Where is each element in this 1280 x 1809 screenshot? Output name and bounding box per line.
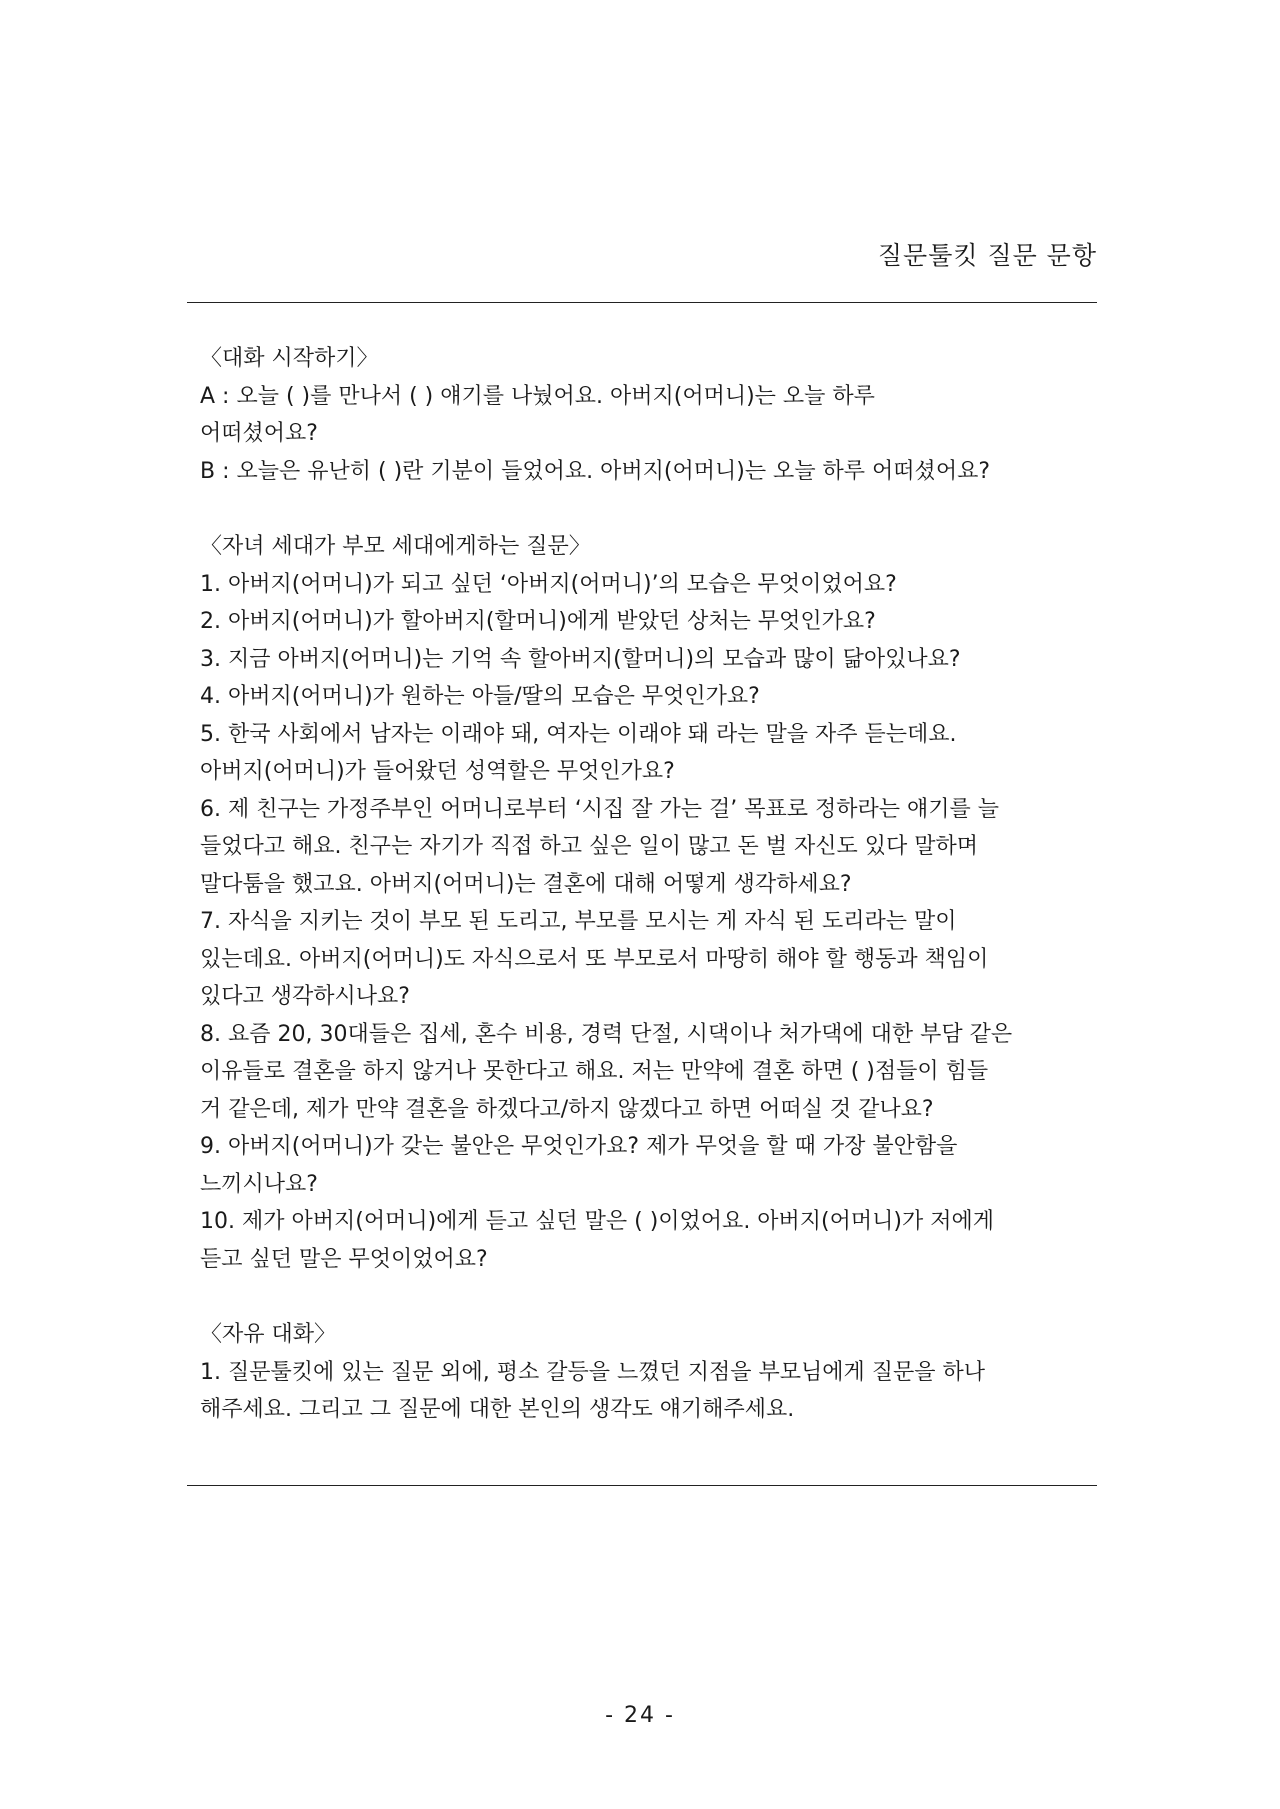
question-6-line: 말다툼을 했고요. 아버지(어머니)는 결혼에 대해 어떻게 생각하세요?: [200, 871, 852, 897]
question-2-line: 2. 아버지(어머니)가 할아버지(할머니)에게 받았던 상처는 무엇인가요?: [200, 609, 876, 634]
question-10-line: 10. 제가 아버지(어머니)에게 듣고 싶던 말은 ( )이었어요. 아버지(어머니)가 저에게: [200, 1209, 994, 1234]
text-line: A : 오늘 ( )를 만나서 ( ) 얘기를 나눴어요. 아버지(어머니)는 오늘 하루: [200, 383, 875, 409]
question-7-line: 7. 자식을 지키는 것이 부모 된 도리고, 부모를 모시는 게 자식 된 도리라는 말이: [200, 909, 957, 934]
page-number: - 24 -: [605, 1703, 675, 1728]
section-conversation-start: [200, 340, 1090, 490]
question-5-line: 아버지(어머니)가 들어왔던 성역할은 무엇인가요?: [200, 759, 675, 784]
section-child-to-parent-questions: [200, 528, 1090, 1278]
question-9-line: 9. 아버지(어머니)가 갖는 불안은 무엇인가요? 제가 무엇을 할 때 가장 불안함을: [200, 1134, 958, 1159]
header-divider: [187, 302, 1097, 303]
question-8-line: 이유들로 결혼을 하지 않거나 못한다고 해요. 저는 만약에 결혼 하면 ( )점들이 힘들: [200, 1059, 989, 1084]
section-heading: 〈대화 시작하기〉: [200, 346, 379, 371]
section-heading: 〈자유 대화〉: [200, 1322, 337, 1347]
question-5-line: 5. 한국 사회에서 남자는 이래야 돼, 여자는 이래야 돼 라는 말을 자주 듣는데요.: [200, 721, 957, 747]
question-7-line: 있다고 생각하시나요?: [200, 984, 410, 1009]
footer-divider: [187, 1485, 1097, 1486]
question-4-line: 4. 아버지(어머니)가 원하는 아들/딸의 모습은 무엇인가요?: [200, 684, 760, 709]
question-1-line: 1. 아버지(어머니)가 되고 싶던 ‘아버지(어머니)’의 모습은 무엇이었어요?: [200, 571, 897, 597]
text-line: B : 오늘은 유난히 ( )란 기분이 들었어요. 아버지(어머니)는 오늘 하루 어떠셨어요?: [200, 458, 990, 484]
text-line: 해주세요. 그리고 그 질문에 대한 본인의 생각도 얘기해주세요.: [200, 1397, 795, 1422]
document-body: [200, 340, 1090, 1429]
question-10-line: 듣고 싶던 말은 무엇이었어요?: [200, 1246, 488, 1272]
question-3-line: 3. 지금 아버지(어머니)는 기억 속 할아버지(할머니)의 모습과 많이 닮아있나요?: [200, 646, 961, 672]
question-9-line: 느끼시나요?: [200, 1171, 318, 1197]
question-7-line: 있는데요. 아버지(어머니)도 자식으로서 또 부모로서 마땅히 해야 할 행동과 책임이: [200, 946, 989, 972]
text-line: 어떠셨어요?: [200, 421, 318, 446]
section-free-conversation: [200, 1316, 1090, 1429]
question-6-line: 6. 제 친구는 가정주부인 어머니로부터 ‘시집 잘 가는 걸’ 목표로 정하라는 얘기를 늘: [200, 796, 999, 822]
running-header-title: 질문툴킷 질문 문항: [877, 241, 1097, 270]
section-heading: 〈자녀 세대가 부모 세대에게하는 질문〉: [200, 534, 591, 559]
question-8-line: 거 같은데, 제가 만약 결혼을 하겠다고/하지 않겠다고 하면 어떠실 것 같나요?: [200, 1096, 934, 1122]
text-line: 1. 질문툴킷에 있는 질문 외에, 평소 갈등을 느꼈던 지점을 부모님에게 질문을 하나: [200, 1359, 985, 1385]
question-8-line: 8. 요즘 20, 30대들은 집세, 혼수 비용, 경력 단절, 시댁이나 처가댁에 대한 부담 같은: [200, 1021, 1013, 1047]
question-6-line: 들었다고 해요. 친구는 자기가 직접 하고 싶은 일이 많고 돈 벌 자신도 있다 말하며: [200, 834, 978, 859]
